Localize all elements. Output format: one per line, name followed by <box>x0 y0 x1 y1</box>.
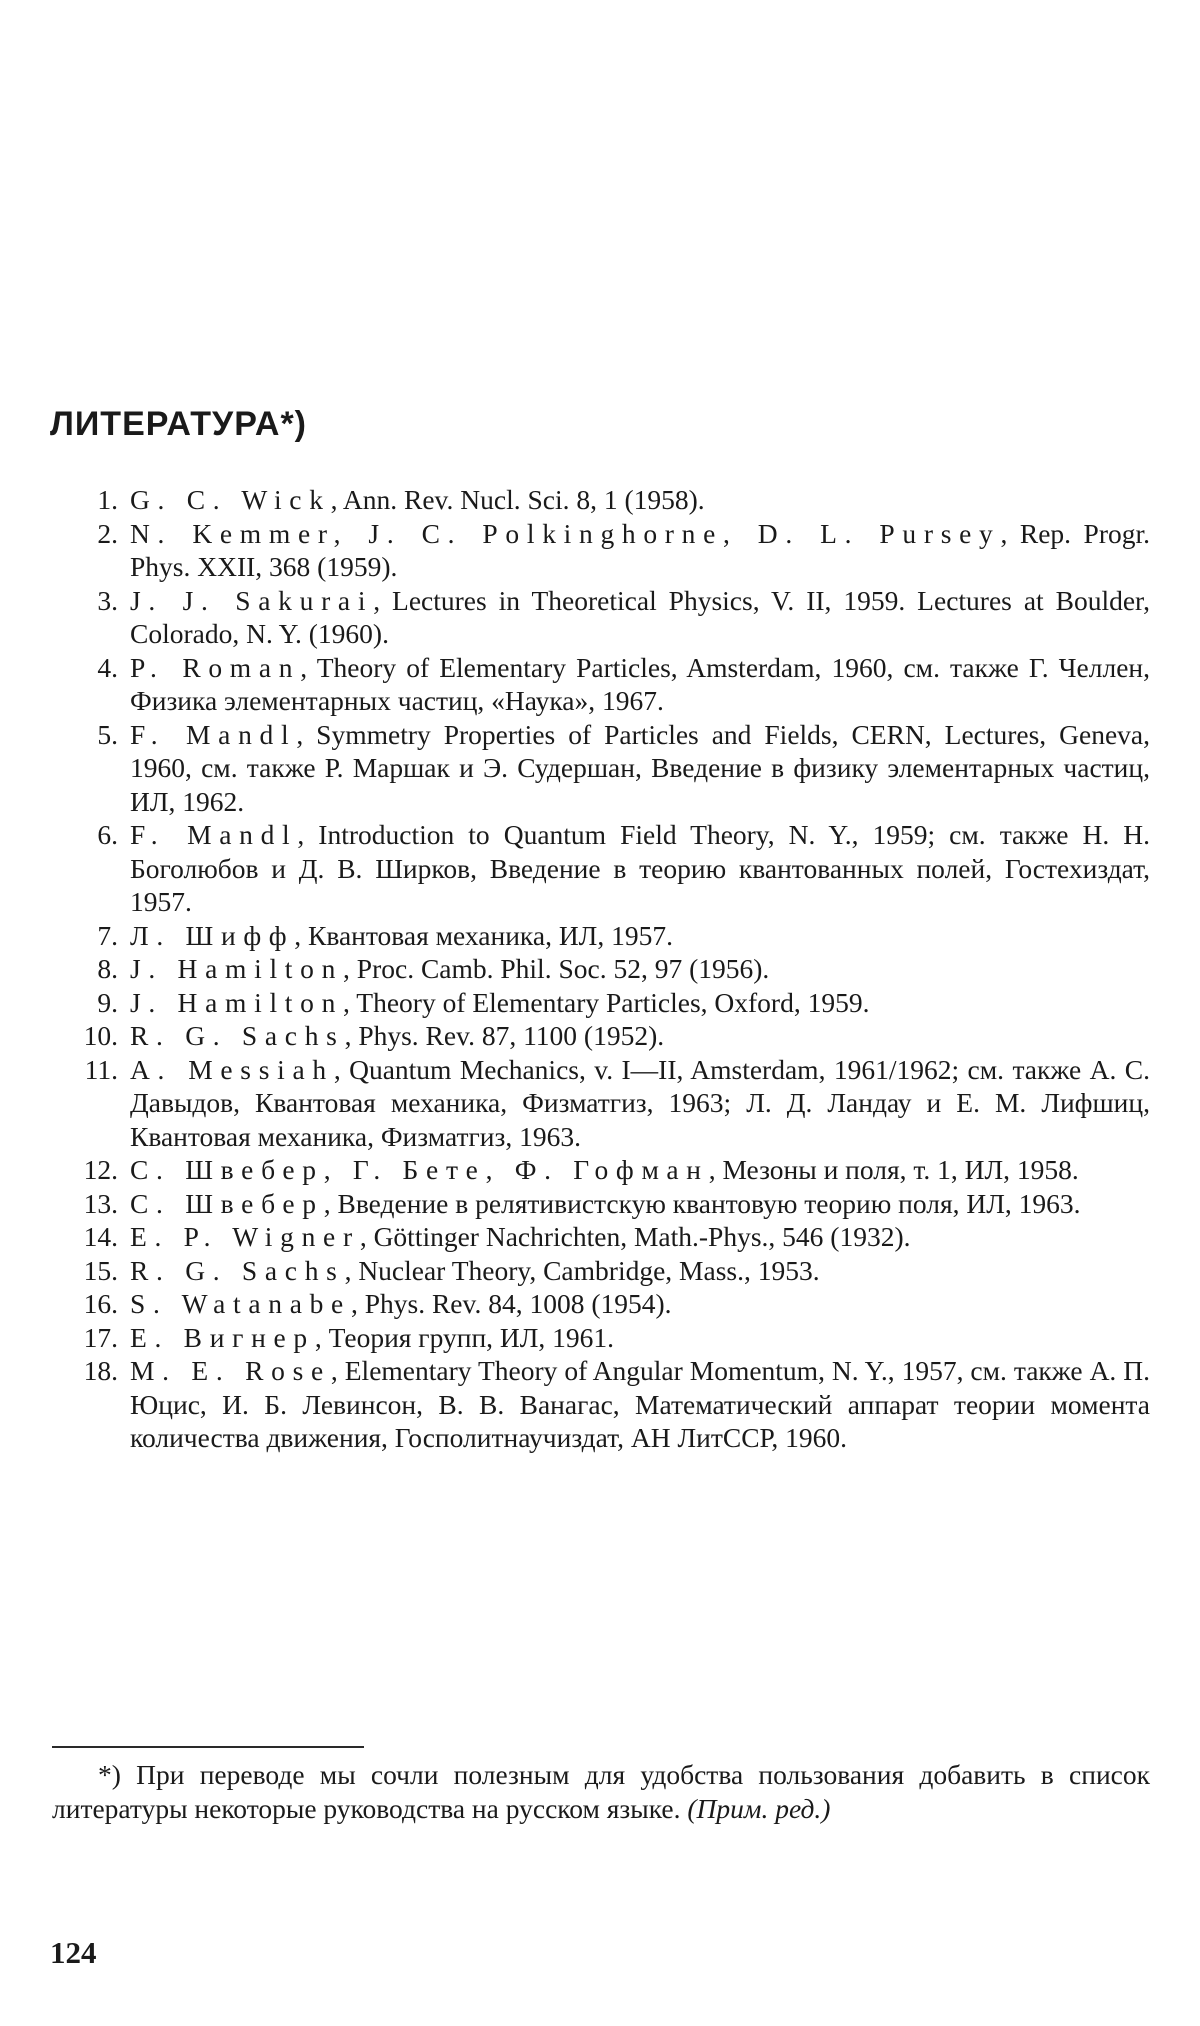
footnote-editor-note: (Прим. ред.) <box>687 1793 831 1824</box>
reference-item <box>64 1254 1150 1288</box>
reference-number: 18. <box>83 1355 118 1386</box>
reference-author: J. J. Sakurai <box>130 584 374 616</box>
reference-author: P. Roman <box>130 651 301 683</box>
reference-author: S. Watanabe <box>130 1288 351 1319</box>
reference-item <box>64 1220 1150 1254</box>
reference-text: , Ann. Rev. Nucl. Sci. 8, 1 (1958). <box>330 484 705 515</box>
reference-item <box>64 483 1150 517</box>
reference-number: 10. <box>83 1020 118 1051</box>
reference-text: , Квантовая механика, ИЛ, 1957. <box>294 919 673 951</box>
reference-number: 1. <box>97 484 118 515</box>
reference-author: J. Hamilton <box>130 953 344 984</box>
reference-text: , Proc. Camb. Phil. Soc. 52, 97 (1956). <box>343 953 770 984</box>
reference-author: G. C. Wick <box>130 484 331 515</box>
reference-text: , Theory of Elementary Particles, Amsterdam, 1960, см. также Г. Челлен, Физика элементарных частиц, «Наука», 1967. <box>130 651 1150 716</box>
reference-list <box>64 483 1150 1455</box>
reference-item <box>64 919 1150 953</box>
page-heading: ЛИТЕРАТУРА*) <box>50 405 308 443</box>
reference-number: 16. <box>83 1288 118 1319</box>
reference-number: 4. <box>97 651 118 683</box>
reference-author: M. E. Rose <box>130 1355 331 1386</box>
reference-text: , Göttinger Nachrichten, Math.-Phys., 546 (1932). <box>359 1221 911 1252</box>
reference-item <box>64 1187 1150 1221</box>
reference-text: , Introduction to Quantum Field Theory, N. Y., 1959; см. также Н. Н. Боголюбов и Д. В. Ширков, Введение в теорию квантованных полей, Гостехиздат, 1957. <box>130 819 1150 917</box>
reference-number: 17. <box>83 1321 118 1353</box>
reference-text: , Nuclear Theory, Cambridge, Mass., 1953. <box>344 1254 820 1286</box>
reference-text: , Lectures in Theoretical Physics, V. II, 1959. Lectures at Boulder, Colorado, N. Y. (1960). <box>130 584 1150 649</box>
reference-author: F. Mandl <box>130 819 298 850</box>
reference-number: 2. <box>97 517 118 549</box>
reference-number: 12. <box>83 1154 118 1185</box>
reference-item <box>64 1053 1150 1154</box>
reference-author: R. G. Sachs <box>130 1020 345 1051</box>
reference-number: 11. <box>84 1053 118 1085</box>
reference-author: N. Kemmer, J. C. Polkinghorne, D. L. Pursey <box>130 517 1001 549</box>
page-number: 124 <box>50 1935 97 1970</box>
footnote-text: *) При переводе мы сочли полезным для удобства пользования добавить в список литературы некоторые руководства на русском языке. <box>52 1759 1150 1824</box>
reference-author: С. Швебер, Г. Бете, Ф. Гофман <box>130 1154 709 1185</box>
reference-item <box>64 651 1150 718</box>
reference-number: 15. <box>83 1254 118 1286</box>
reference-text: , Мезоны и поля, т. 1, ИЛ, 1958. <box>708 1154 1079 1185</box>
reference-text: , Введение в релятивистскую квантовую теорию поля, ИЛ, 1963. <box>323 1187 1081 1219</box>
reference-text: , Phys. Rev. 84, 1008 (1954). <box>350 1288 672 1319</box>
reference-text: , Теория групп, ИЛ, 1961. <box>314 1321 615 1353</box>
reference-author: J. Hamilton <box>130 986 344 1018</box>
reference-text: , Rep. Progr. Phys. XXII, 368 (1959). <box>130 517 1150 582</box>
reference-item <box>64 1019 1150 1053</box>
reference-number: 6. <box>97 819 118 850</box>
reference-number: 5. <box>97 718 118 750</box>
reference-author: Л. Шифф <box>130 919 295 951</box>
reference-number: 13. <box>83 1187 118 1219</box>
footnote <box>52 1758 1150 1826</box>
reference-author: С. Швебер <box>130 1187 324 1219</box>
reference-text: , Quantum Mechanics, v. I—II, Amsterdam, 1961/1962; см. также А. С. Давыдов, Квантовая механика, Физматгиз, 1963; Л. Д. Ландау и Е. М. Лифшиц, Квантовая механика, Физматгиз, 1963. <box>130 1053 1150 1152</box>
reference-item <box>64 952 1150 986</box>
footnote-divider <box>52 1746 364 1748</box>
reference-item <box>64 718 1150 819</box>
reference-number: 8. <box>97 953 118 984</box>
reference-text: , Theory of Elementary Particles, Oxford, 1959. <box>343 986 870 1018</box>
reference-item <box>64 986 1150 1020</box>
reference-item <box>64 1287 1150 1321</box>
reference-number: 3. <box>97 584 118 616</box>
reference-text: , Phys. Rev. 87, 1100 (1952). <box>344 1020 665 1051</box>
reference-author: F. Mandl <box>130 718 297 750</box>
reference-author: Е. Вигнер <box>130 1321 315 1353</box>
reference-item <box>64 1354 1150 1455</box>
reference-item <box>64 517 1150 584</box>
reference-number: 9. <box>97 986 118 1018</box>
reference-item <box>64 1321 1150 1355</box>
reference-text: , Symmetry Properties of Particles and Fields, CERN, Lectures, Geneva, 1960, см. также Р. Маршак и Э. Судершан, Введение в физику элементарных частиц, ИЛ, 1962. <box>130 718 1151 817</box>
reference-number: 7. <box>97 919 118 951</box>
reference-number: 14. <box>83 1221 118 1252</box>
reference-text: , Elementary Theory of Angular Momentum, N. Y., 1957, см. также А. П. Юцис, И. Б. Левинсон, В. В. Ванагас, Математический аппарат теории момента количества движения, Госполитнаучиздат, АН ЛитССР, 1960. <box>130 1355 1150 1453</box>
reference-author: A. Messiah <box>130 1053 334 1085</box>
reference-item <box>64 1153 1150 1187</box>
reference-item <box>64 818 1150 919</box>
reference-item <box>64 584 1150 651</box>
reference-author: R. G. Sachs <box>130 1254 345 1286</box>
reference-author: E. P. Wigner <box>130 1221 360 1252</box>
